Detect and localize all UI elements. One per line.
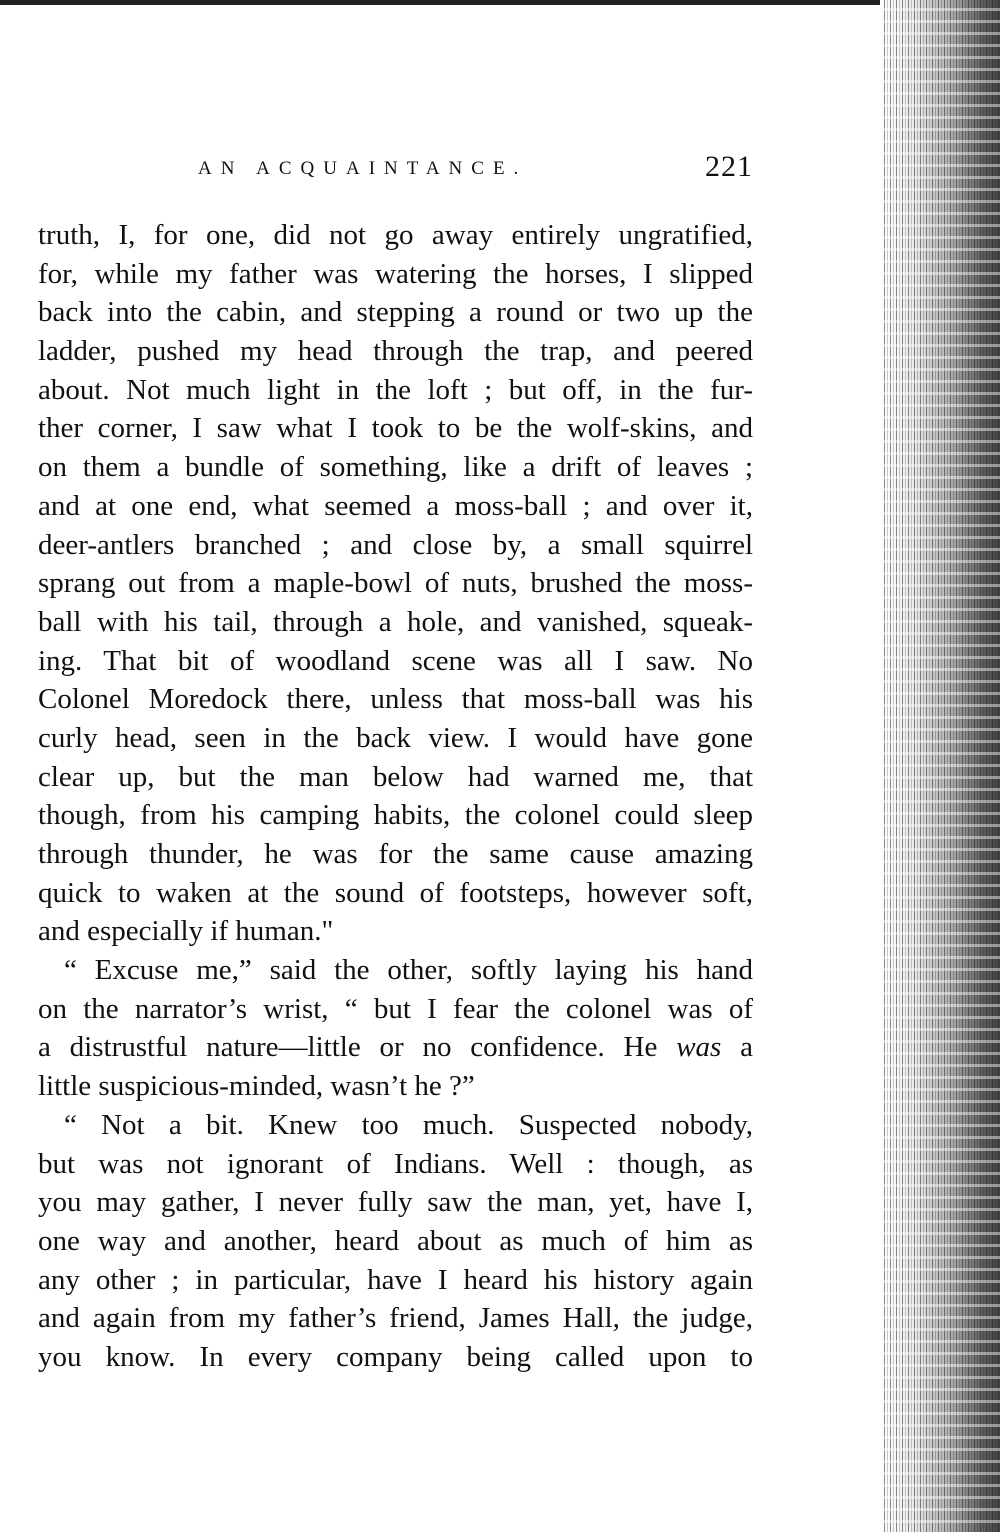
text-line: sprang out from a maple-bowl of nuts, brushed the moss- (38, 567, 753, 600)
text-line: ladder, pushed my head through the trap, and peered (38, 335, 753, 368)
text-line: clear up, but the man below had warned me, that (38, 760, 753, 793)
text-line: you may gather, I never fully saw the man, yet, have I, (38, 1186, 753, 1219)
text-line: ther corner, I saw what I took to be the wolf-skins, and (38, 412, 753, 445)
text-line: but was not ignorant of Indians. Well : though, as (38, 1147, 753, 1180)
text-line: ball with his tail, through a hole, and vanished, squeak- (38, 605, 753, 638)
emphasis-word: was (676, 1031, 722, 1064)
text-line: little suspicious-minded, wasn’t he ?” (38, 1070, 475, 1103)
text-line: on them a bundle of something, like a drift of leaves ; (38, 451, 753, 484)
top-page-rule (0, 0, 880, 5)
text-line: Colonel Moredock there, unless that moss-ball was his (38, 683, 753, 716)
text-line: for, while my father was watering the horses, I slipped (38, 257, 753, 290)
page-edge-shadow (882, 0, 1000, 1532)
text-line: deer-antlers branched ; and close by, a small squirrel (38, 528, 753, 561)
text-line: quick to waken at the sound of footsteps, however soft, (38, 876, 753, 909)
text-line: back into the cabin, and stepping a round or two up the (38, 296, 753, 329)
text-line: you know. In every company being called upon to (38, 1340, 753, 1373)
text-line-italic (38, 1028, 753, 1067)
page-number: 221 (705, 150, 753, 183)
text-line: ing. That bit of woodland scene was all I saw. No (38, 644, 753, 677)
text-line: curly head, seen in the back view. I would have gone (38, 721, 753, 754)
text-line: and at one end, what seemed a moss-ball ; and over it, (38, 489, 753, 522)
text-line: truth, I, for one, did not go away entirely ungratified, (38, 219, 753, 251)
text-line: about. Not much light in the loft ; but off, in the fur- (38, 373, 753, 406)
text-line: “ Not a bit. Knew too much. Suspected nobody, (64, 1108, 753, 1141)
text-line: “ Excuse me,” said the other, softly laying his hand (64, 954, 753, 987)
text-line: and especially if human." (38, 915, 334, 948)
running-title: AN ACQUAINTANCE. (198, 158, 528, 179)
text-line: through thunder, he was for the same cause amazing (38, 838, 753, 870)
text-line: one way and another, heard about as much of him as (38, 1224, 753, 1257)
text-line: on the narrator’s wrist, “ but I fear the colonel was of (38, 992, 753, 1025)
text-line: any other ; in particular, have I heard his history again (38, 1263, 753, 1296)
running-head (38, 150, 753, 190)
line-segment: a distrustful nature—little or no confidence. He (38, 1031, 658, 1064)
text-line: though, from his camping habits, the colonel could sleep (38, 799, 753, 832)
line-segment: a (740, 1031, 754, 1064)
text-line: and again from my father’s friend, James Hall, the judge, (38, 1302, 753, 1335)
body-text (38, 216, 753, 1377)
